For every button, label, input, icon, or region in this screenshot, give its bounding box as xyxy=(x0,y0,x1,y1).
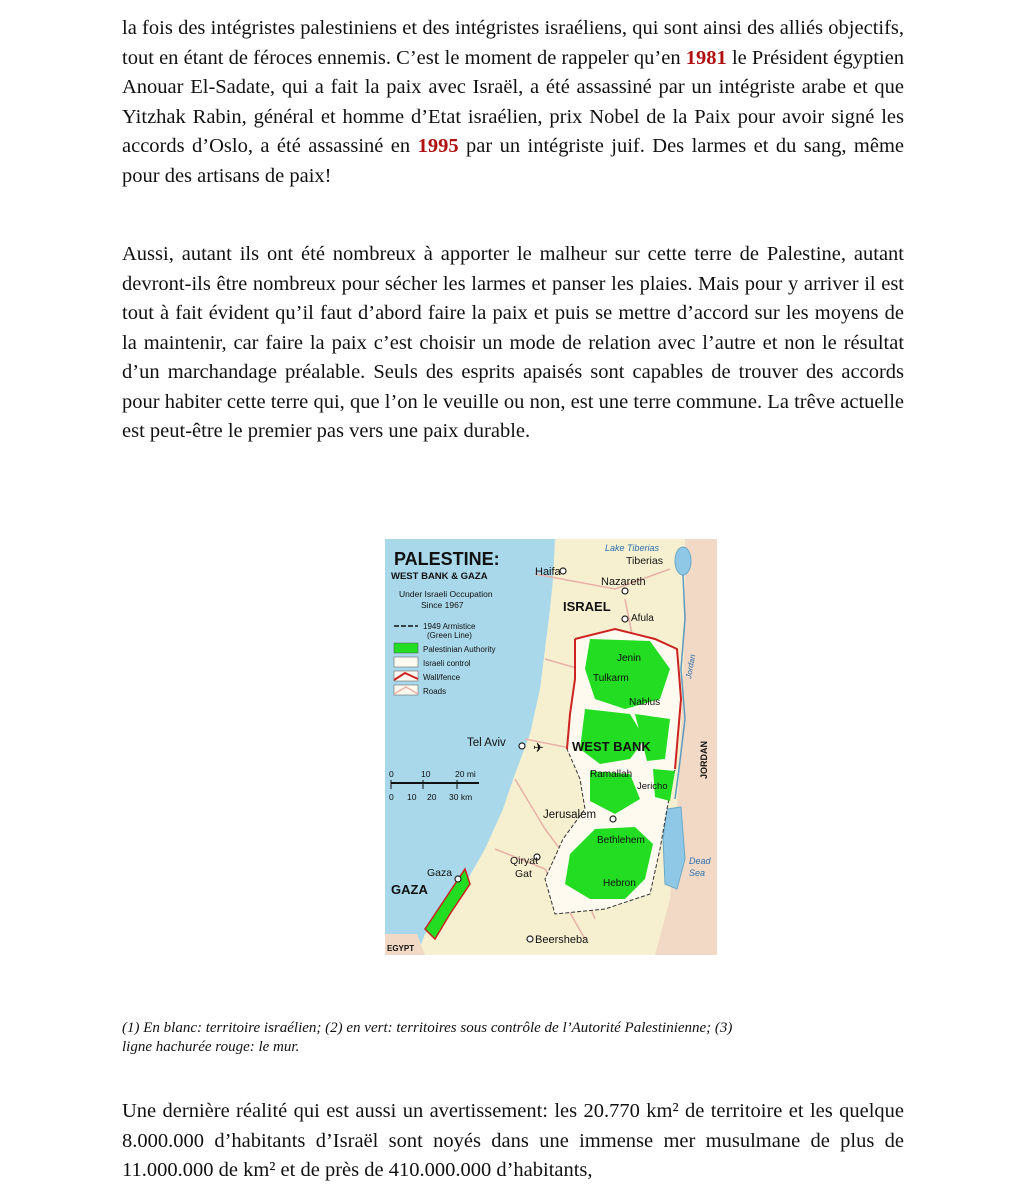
gaza-city-dot xyxy=(455,876,461,882)
label-israel: ISRAEL xyxy=(563,599,611,614)
map-caption: (1) En blanc: territoire israélien; (2) en vert: territoires sous contrôle de l’Autorité Palestinienne; (3) ligne hachurée rouge: le mur. xyxy=(122,1020,733,1055)
label-lake-tiberias: Lake Tiberias xyxy=(605,543,659,553)
label-hebron: Hebron xyxy=(603,878,636,889)
occupation-line-1: Under Israeli Occupation xyxy=(399,589,493,599)
legend-pa-swatch xyxy=(394,643,418,653)
label-jordan: JORDAN xyxy=(699,740,709,779)
label-gaza-city: Gaza xyxy=(427,867,453,879)
jerusalem-dot xyxy=(610,816,616,822)
label-jordan-river: Jordan xyxy=(684,653,698,680)
palestine-map xyxy=(385,539,717,955)
map-subtitle: WEST BANK & GAZA xyxy=(391,571,488,582)
nazareth-dot xyxy=(622,588,628,594)
haifa-dot xyxy=(560,568,566,574)
beersheba-dot xyxy=(527,936,533,942)
afula-dot xyxy=(622,616,628,622)
label-qiryat: Qiryat xyxy=(510,855,539,867)
map-title: PALESTINE: xyxy=(394,549,500,569)
airport-icon: ✈ xyxy=(533,740,544,755)
label-bethlehem: Bethlehem xyxy=(597,835,645,846)
label-nazareth: Nazareth xyxy=(601,576,646,588)
label-west-bank: WEST BANK xyxy=(572,739,651,754)
label-tel-aviv: Tel Aviv xyxy=(467,737,506,749)
paragraph-1: la fois des intégristes palestiniens et des intégristes israéliens, qui sont ainsi des alliés objectifs, tout en étant de féroces ennemis. C’est le moment de rappeler qu’en 1981 le Président égyptien Anouar El-Sadate, qui a fait la paix avec Israël, a été assassiné par un intégriste arabe et que Yitzhak Rabin, général et homme d’Etat israélien, prix Nobel de la Paix pour avoir signé les accords d’Oslo, a été assassiné en 1995 par un intégriste juif. Des larmes et du sang, même pour des artisans de paix! xyxy=(122,17,905,187)
svg-text:20: 20 xyxy=(427,792,437,802)
svg-text:0: 0 xyxy=(389,792,394,802)
label-gat: Gat xyxy=(515,868,532,880)
label-haifa: Haifa xyxy=(535,566,561,578)
label-nablus: Nablus xyxy=(629,697,661,708)
svg-text:10: 10 xyxy=(407,792,417,802)
label-jericho: Jericho xyxy=(637,781,668,792)
svg-text:Roads: Roads xyxy=(423,687,447,696)
label-beersheba: Beersheba xyxy=(535,934,589,946)
svg-text:10: 10 xyxy=(421,769,431,779)
label-dead: Dead xyxy=(689,856,711,866)
label-egypt: EGYPT xyxy=(387,944,415,953)
map-legend xyxy=(389,543,529,713)
svg-text:Israeli control: Israeli control xyxy=(423,659,471,668)
label-jerusalem: Jerusalem xyxy=(543,809,597,821)
year-1995: 1995 xyxy=(417,135,459,157)
legend-israeli-swatch xyxy=(394,657,418,667)
svg-text:(Green Line): (Green Line) xyxy=(427,631,472,640)
svg-text:0: 0 xyxy=(389,769,394,779)
svg-text:20 mi: 20 mi xyxy=(455,769,476,779)
svg-text:Wall/fence: Wall/fence xyxy=(423,673,461,682)
label-afula: Afula xyxy=(631,613,654,624)
label-sea: Sea xyxy=(689,868,706,878)
lake-tiberias-shape xyxy=(675,547,691,575)
tel-aviv-dot xyxy=(519,743,525,749)
label-gaza: GAZA xyxy=(391,882,428,897)
paragraph-2: Aussi, autant ils ont été nombreux à apporter le malheur sur cette terre de Palestine, autant devront-ils être nombreux pour sécher les larmes et panser les plaies. Mais pour y arriver il est tout à fait évident qu’il faut d’abord faire la paix et puis se mettre d’accord sur les moyens de la maintenir, car faire la paix c’est choisir un mode de relation avec l’autre et non le résultat d’un marchandage préalable. Seuls des esprits apaisés sont capables de trouver des accords pour habiter cette terre qui, que l’on le veuille ou non, est une terre commune. La trêve actuelle est peut-être le premier pas vers une paix durable. xyxy=(122,243,905,442)
paragraph-3: Une dernière réalité qui est aussi un avertissement: les 20.770 km² de territoire et les quelque 8.000.000 d’habitants d’Israël sont noyés dans une immense mer musulmane de plus de 11.000.000 de km² et de près de 410.000.000 d’habitants, xyxy=(122,1100,905,1181)
label-ramallah: Ramallah xyxy=(590,769,633,780)
year-1981: 1981 xyxy=(685,46,727,69)
svg-text:30 km: 30 km xyxy=(449,792,473,802)
label-jenin: Jenin xyxy=(617,653,641,664)
svg-text:Palestinian Authority: Palestinian Authority xyxy=(423,645,496,654)
occupation-line-2: Since 1967 xyxy=(421,600,464,610)
svg-text:1949 Armistice: 1949 Armistice xyxy=(423,622,476,631)
label-tiberias: Tiberias xyxy=(626,555,663,567)
label-tulkarm: Tulkarm xyxy=(593,673,629,684)
